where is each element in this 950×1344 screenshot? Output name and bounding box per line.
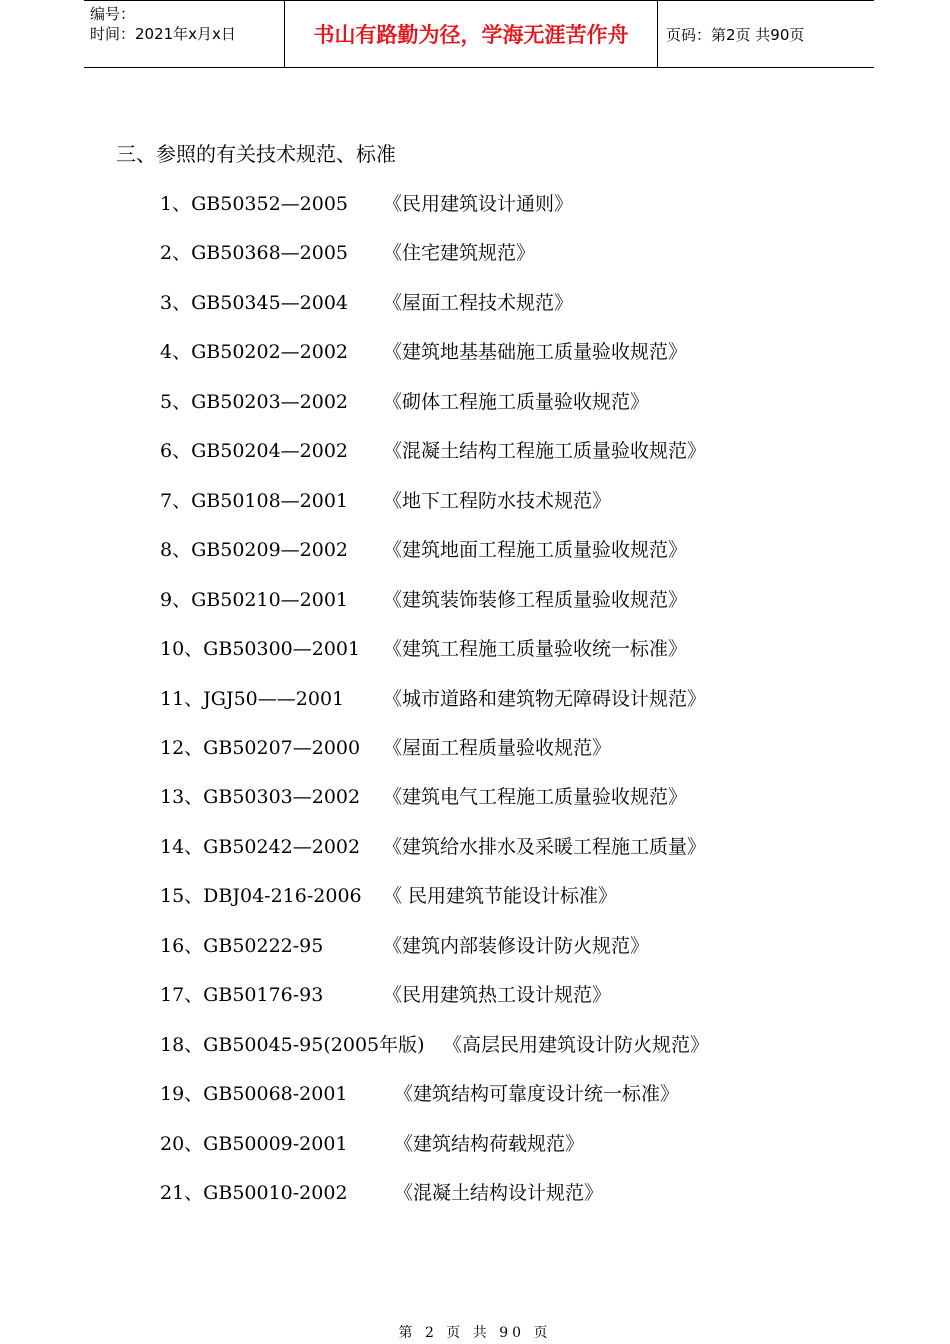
standard-item [160,239,950,267]
standard-code: 8、GB50209—2002 [160,539,349,561]
standard-name: 《建筑给水排水及采暖工程施工质量》 [383,836,707,858]
standard-code: 1、GB50352—2005 [160,193,349,215]
standard-code: 3、GB50345—2004 [160,292,349,314]
standard-code: 21、GB50010-2002 [160,1182,348,1204]
standard-item [160,338,950,366]
standard-item [160,1130,950,1158]
time-label: 时间：2021年x月x日 [90,25,236,43]
standard-name: 《混凝土结构设计规范》 [394,1182,604,1204]
standard-item [160,1031,950,1059]
standard-name: 《民用建筑设计通则》 [383,193,574,215]
header-motto: 书山有路勤为径，学海无涯苦作舟 [285,1,658,67]
standard-name: 《建筑工程施工质量验收统一标准》 [383,638,688,660]
standard-code: 6、GB50204—2002 [160,440,349,462]
standard-item [160,783,950,811]
standard-name: 《屋面工程质量验收规范》 [383,737,612,759]
standard-name: 《建筑结构可靠度设计统一标准》 [394,1083,680,1105]
standard-name: 《建筑地基基础施工质量验收规范》 [383,341,688,363]
standard-item [160,586,950,614]
standard-name: 《建筑结构荷载规范》 [394,1133,585,1155]
standard-code: 11、JGJ50——2001 [160,688,345,710]
standard-code: 16、GB50222-95 [160,935,324,957]
page-footer: 第 2 页 共 90 页 [398,1325,552,1341]
standard-code: 13、GB50303—2002 [160,786,361,808]
serial-label: 编号： [90,5,136,23]
standard-code: 4、GB50202—2002 [160,341,349,363]
standard-name: 《屋面工程技术规范》 [383,292,574,314]
standard-item [160,833,950,861]
standard-name: 《建筑内部装修设计防火规范》 [383,935,650,957]
section-title: 三、参照的有关技术规范、标准 [116,142,396,166]
standard-item [160,882,950,910]
standard-name: 《建筑电气工程施工质量验收规范》 [383,786,688,808]
standard-item [160,536,950,564]
standard-name: 《建筑装饰装修工程质量验收规范》 [383,589,688,611]
standard-name: 《民用建筑热工设计规范》 [383,984,612,1006]
standard-name: 《地下工程防水技术规范》 [383,490,612,512]
standard-item [160,932,950,960]
standard-name: 《高层民用建筑设计防火规范》 [443,1034,710,1056]
standard-code: 7、GB50108—2001 [160,490,349,512]
standard-item [160,1080,950,1108]
standard-name: 《城市道路和建筑物无障碍设计规范》 [383,688,707,710]
standard-code: 20、GB50009-2001 [160,1133,348,1155]
standard-code: 12、GB50207—2000 [160,737,361,759]
standard-code: 10、GB50300—2001 [160,638,361,660]
standard-code: 19、GB50068-2001 [160,1083,348,1105]
standard-name: 《住宅建筑规范》 [383,242,536,264]
standard-item [160,981,950,1009]
standard-code: 5、GB50203—2002 [160,391,349,413]
standard-item [160,685,950,713]
standard-name: 《砌体工程施工质量验收规范》 [383,391,650,413]
standard-item [160,487,950,515]
standard-item [160,635,950,663]
standard-code: 9、GB50210—2001 [160,589,349,611]
standard-item [160,190,950,218]
standard-code: 14、GB50242—2002 [160,836,361,858]
standard-item [160,1179,950,1207]
standard-name: 《混凝土结构工程施工质量验收规范》 [383,440,707,462]
standard-item [160,388,950,416]
standard-item [160,734,950,762]
standard-item [160,437,950,465]
standard-code: 2、GB50368—2005 [160,242,349,264]
standard-code: 18、GB50045-95(2005年版) [160,1034,425,1056]
standard-name: 《建筑地面工程施工质量验收规范》 [383,539,688,561]
header-page-label: 页码：第2页 共90页 [666,25,805,44]
standard-item [160,289,950,317]
standard-code: 15、DBJ04-216-2006 [160,885,362,907]
standard-code: 17、GB50176-93 [160,984,324,1006]
standard-name: 《 民用建筑节能设计标准》 [383,885,618,907]
